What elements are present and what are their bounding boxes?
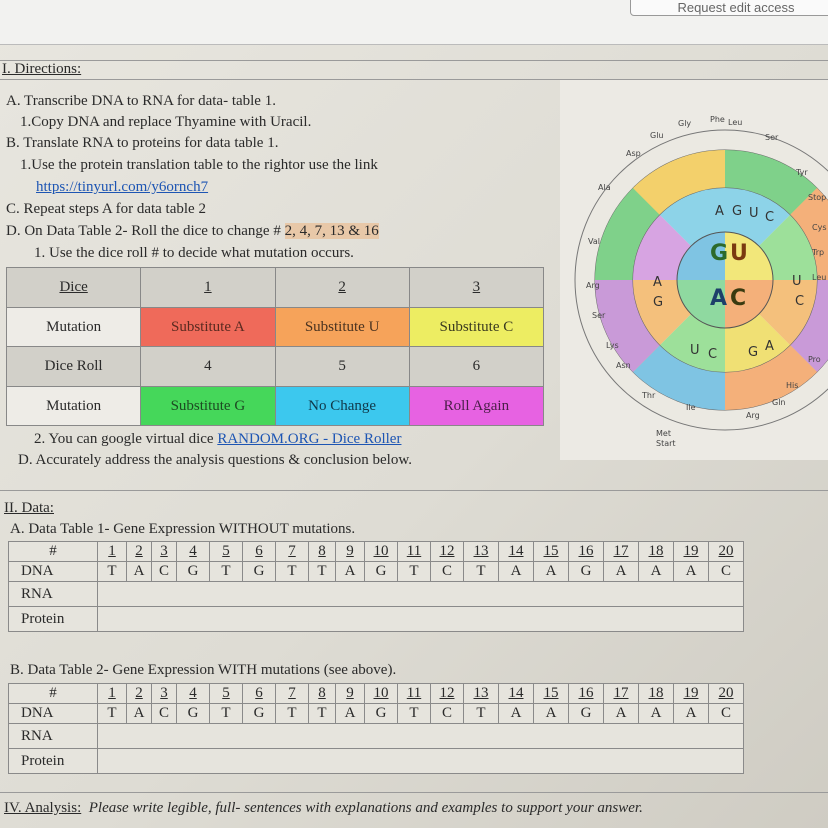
table2-num-4: 4 — [177, 684, 210, 704]
table2-dna-20: C — [709, 704, 744, 724]
dice-header-2: 2 — [275, 268, 409, 308]
table1-dna-16: G — [569, 562, 604, 582]
table2-dna-9: A — [336, 704, 365, 724]
aa-ser2: Ser — [592, 311, 606, 320]
table1-dna-3: C — [152, 562, 177, 582]
table2-num-17: 17 — [604, 684, 639, 704]
wheel-ring-a2: A — [765, 339, 774, 354]
table2-num-1: 1 — [98, 684, 127, 704]
wheel-base-g: G — [710, 241, 729, 266]
wheel-ring-g: G — [732, 204, 743, 219]
data-table-2 — [8, 683, 744, 774]
table1-title: A. Data Table 1- Gene Expression WITHOUT mutations. — [10, 521, 356, 537]
codon-wheel — [560, 80, 828, 460]
mutation-substitute-a: Substitute A — [141, 308, 275, 347]
table2-num-19: 19 — [674, 684, 709, 704]
wheel-base-c: C — [730, 286, 747, 311]
aa-met: Met — [656, 429, 671, 438]
table2-dna-15: A — [534, 704, 569, 724]
aa-leu2: Leu — [812, 273, 827, 282]
table2-dna-1: T — [98, 704, 127, 724]
direction-b: B. Translate RNA to proteins for data table 1. — [6, 135, 279, 151]
wheel-base-u: U — [730, 241, 748, 266]
codon-wheel-panel — [560, 80, 828, 460]
table1-num-7: 7 — [276, 542, 309, 562]
aa-ile: Ile — [686, 403, 696, 412]
divider-analysis — [0, 792, 828, 793]
aa-glu: Glu — [650, 131, 664, 140]
aa-ser: Ser — [765, 133, 779, 142]
aa-cys: Cys — [812, 223, 827, 232]
aa-arg: Arg — [746, 411, 760, 420]
table1-dna-label: DNA — [9, 562, 98, 582]
table2-dna-18: A — [639, 704, 674, 724]
table2-dna-4: G — [177, 704, 210, 724]
table1-dna-1: T — [98, 562, 127, 582]
divider-top — [0, 60, 828, 61]
table1-num-18: 18 — [639, 542, 674, 562]
direction-b1: 1.Use the protein translation table to the rightor use the link — [20, 157, 378, 173]
table2-num-3: 3 — [152, 684, 177, 704]
dice-header-3: 3 — [409, 268, 543, 308]
table1-dna-12: C — [431, 562, 464, 582]
aa-stop: Stop — [808, 193, 827, 202]
table1-protein-input[interactable] — [98, 607, 744, 632]
aa-gly: Gly — [678, 119, 692, 128]
table2-num-5: 5 — [210, 684, 243, 704]
table2-protein-label: Protein — [9, 749, 98, 774]
direction-d2-text: 2. You can google virtual dice — [34, 431, 218, 447]
table1-num-3: 3 — [152, 542, 177, 562]
wheel-ring-u3: U — [690, 343, 700, 358]
table2-dna-16: G — [569, 704, 604, 724]
table1-num-14: 14 — [499, 542, 534, 562]
table1-num-12: 12 — [431, 542, 464, 562]
table2-dna-11: T — [398, 704, 431, 724]
table2-num-label: # — [9, 684, 98, 704]
table1-num-6: 6 — [243, 542, 276, 562]
wheel-ring-c3: C — [708, 347, 718, 362]
top-bar — [0, 0, 828, 45]
table2-num-16: 16 — [569, 684, 604, 704]
table1-dna-4: G — [177, 562, 210, 582]
table2-num-15: 15 — [534, 684, 569, 704]
direction-a: A. Transcribe DNA to RNA for data- table 1. — [6, 93, 276, 109]
translation-link[interactable]: https://tinyurl.com/y6ornch7 — [36, 179, 209, 195]
table1-dna-9: A — [336, 562, 365, 582]
table2-protein-input[interactable] — [98, 749, 744, 774]
table1-num-label: # — [9, 542, 98, 562]
wheel-ring-a: A — [715, 204, 724, 219]
table1-num-16: 16 — [569, 542, 604, 562]
aa-asp: Asp — [626, 149, 641, 158]
wheel-base-a: A — [710, 286, 728, 311]
dice-roll-5: 5 — [275, 347, 409, 387]
aa-ala: Ala — [598, 183, 611, 192]
table2-dna-7: T — [276, 704, 309, 724]
table2-dna-6: G — [243, 704, 276, 724]
table1-dna-17: A — [604, 562, 639, 582]
table2-num-11: 11 — [398, 684, 431, 704]
wheel-ring-g3: G — [653, 295, 664, 310]
aa-arg2: Arg — [586, 281, 600, 290]
wheel-ring-a3: A — [653, 275, 662, 290]
direction-d-numbers: 2, 4, 7, 13 & 16 — [284, 223, 379, 239]
table1-dna-13: T — [464, 562, 499, 582]
direction-c: C. Repeat steps A for data table 2 — [6, 201, 206, 217]
mutation-no-change: No Change — [275, 387, 409, 426]
table2-dna-2: A — [127, 704, 152, 724]
table1-dna-2: A — [127, 562, 152, 582]
mutation-label-2: Mutation — [7, 387, 141, 426]
dice-header-label: Dice — [7, 268, 141, 308]
table2-dna-8: T — [309, 704, 336, 724]
dice-roll-6: 6 — [409, 347, 543, 387]
wheel-ring-c2: C — [795, 294, 805, 309]
table1-num-13: 13 — [464, 542, 499, 562]
table1-dna-11: T — [398, 562, 431, 582]
table2-dna-19: A — [674, 704, 709, 724]
table1-num-2: 2 — [127, 542, 152, 562]
table1-dna-8: T — [309, 562, 336, 582]
table2-num-6: 6 — [243, 684, 276, 704]
dice-roll-4: 4 — [141, 347, 275, 387]
data-heading: II. Data: — [4, 500, 54, 516]
aa-lys: Lys — [606, 341, 619, 350]
table1-protein-label: Protein — [9, 607, 98, 632]
table2-num-12: 12 — [431, 684, 464, 704]
table1-num-8: 8 — [309, 542, 336, 562]
table2-num-2: 2 — [127, 684, 152, 704]
aa-trp: Trp — [812, 248, 825, 257]
dice-table — [6, 267, 544, 426]
data-table-1 — [8, 541, 744, 632]
table1-num-9: 9 — [336, 542, 365, 562]
dice-header-1: 1 — [141, 268, 275, 308]
table2-dna-label: DNA — [9, 704, 98, 724]
table1-dna-18: A — [639, 562, 674, 582]
table1-num-17: 17 — [604, 542, 639, 562]
table2-dna-10: G — [365, 704, 398, 724]
table1-dna-19: A — [674, 562, 709, 582]
table1-num-5: 5 — [210, 542, 243, 562]
aa-pro: Pro — [808, 355, 821, 364]
divider-data — [0, 490, 828, 491]
table1-dna-14: A — [499, 562, 534, 582]
table1-rna-input[interactable] — [98, 582, 744, 607]
table1-dna-10: G — [365, 562, 398, 582]
table1-dna-6: G — [243, 562, 276, 582]
table2-num-13: 13 — [464, 684, 499, 704]
table1-num-20: 20 — [709, 542, 744, 562]
mutation-roll-again: Roll Again — [409, 387, 543, 426]
direction-d-text: D. On Data Table 2- Roll the dice to change # — [6, 223, 285, 239]
table1-num-19: 19 — [674, 542, 709, 562]
table2-num-14: 14 — [499, 684, 534, 704]
table1-num-1: 1 — [98, 542, 127, 562]
table1-dna-7: T — [276, 562, 309, 582]
aa-phe: Phe — [710, 115, 725, 124]
aa-thr: Thr — [642, 391, 656, 400]
table2-dna-12: C — [431, 704, 464, 724]
table1-num-4: 4 — [177, 542, 210, 562]
table1-rna-label: RNA — [9, 582, 98, 607]
table1-dna-5: T — [210, 562, 243, 582]
dice-roll-label: Dice Roll — [7, 347, 141, 387]
dice-roller-link[interactable]: RANDOM.ORG - Dice Roller — [217, 431, 402, 447]
aa-start: Start — [656, 439, 676, 448]
table2-dna-14: A — [499, 704, 534, 724]
mutation-substitute-c: Substitute C — [409, 308, 543, 347]
direction-d2 — [34, 431, 401, 448]
table2-title: B. Data Table 2- Gene Expression WITH mutations (see above). — [10, 662, 397, 678]
mutation-substitute-g: Substitute G — [141, 387, 275, 426]
direction-d — [6, 223, 379, 240]
analysis-heading: IV. Analysis: — [4, 800, 82, 816]
table1-num-10: 10 — [365, 542, 398, 562]
wheel-ring-g2: G — [748, 345, 759, 360]
mutation-substitute-u: Substitute U — [275, 308, 409, 347]
table2-dna-5: T — [210, 704, 243, 724]
direction-d3: D. Accurately address the analysis questions & conclusion below. — [18, 452, 412, 468]
mutation-label-1: Mutation — [7, 308, 141, 347]
request-edit-access-button[interactable]: Request edit access — [630, 0, 828, 16]
table2-rna-input[interactable] — [98, 724, 744, 749]
table2-num-7: 7 — [276, 684, 309, 704]
table1-num-11: 11 — [398, 542, 431, 562]
table2-dna-13: T — [464, 704, 499, 724]
wheel-ring-u: U — [749, 206, 759, 221]
aa-his: His — [786, 381, 799, 390]
table2-rna-label: RNA — [9, 724, 98, 749]
table2-num-9: 9 — [336, 684, 365, 704]
table2-num-8: 8 — [309, 684, 336, 704]
table1-dna-15: A — [534, 562, 569, 582]
table2-num-20: 20 — [709, 684, 744, 704]
table1-dna-20: C — [709, 562, 744, 582]
table1-num-15: 15 — [534, 542, 569, 562]
direction-a1: 1.Copy DNA and replace Thyamine with Uracil. — [20, 114, 312, 130]
table2-dna-17: A — [604, 704, 639, 724]
aa-leu: Leu — [728, 118, 743, 127]
aa-gln: Gln — [772, 398, 786, 407]
aa-val: Val — [588, 237, 600, 246]
table2-num-10: 10 — [365, 684, 398, 704]
aa-tyr: Tyr — [796, 168, 808, 177]
wheel-ring-u2: U — [792, 274, 802, 289]
analysis-instruction: Please write legible, full- sentences with explanations and examples to support your answer. — [88, 800, 643, 816]
direction-d1: 1. Use the dice roll # to decide what mutation occurs. — [34, 245, 354, 261]
table2-num-18: 18 — [639, 684, 674, 704]
wheel-ring-c: C — [765, 210, 775, 225]
directions-heading: I. Directions: — [2, 61, 82, 77]
analysis-line — [4, 800, 643, 817]
table2-dna-3: C — [152, 704, 177, 724]
aa-asn: Asn — [616, 361, 631, 370]
